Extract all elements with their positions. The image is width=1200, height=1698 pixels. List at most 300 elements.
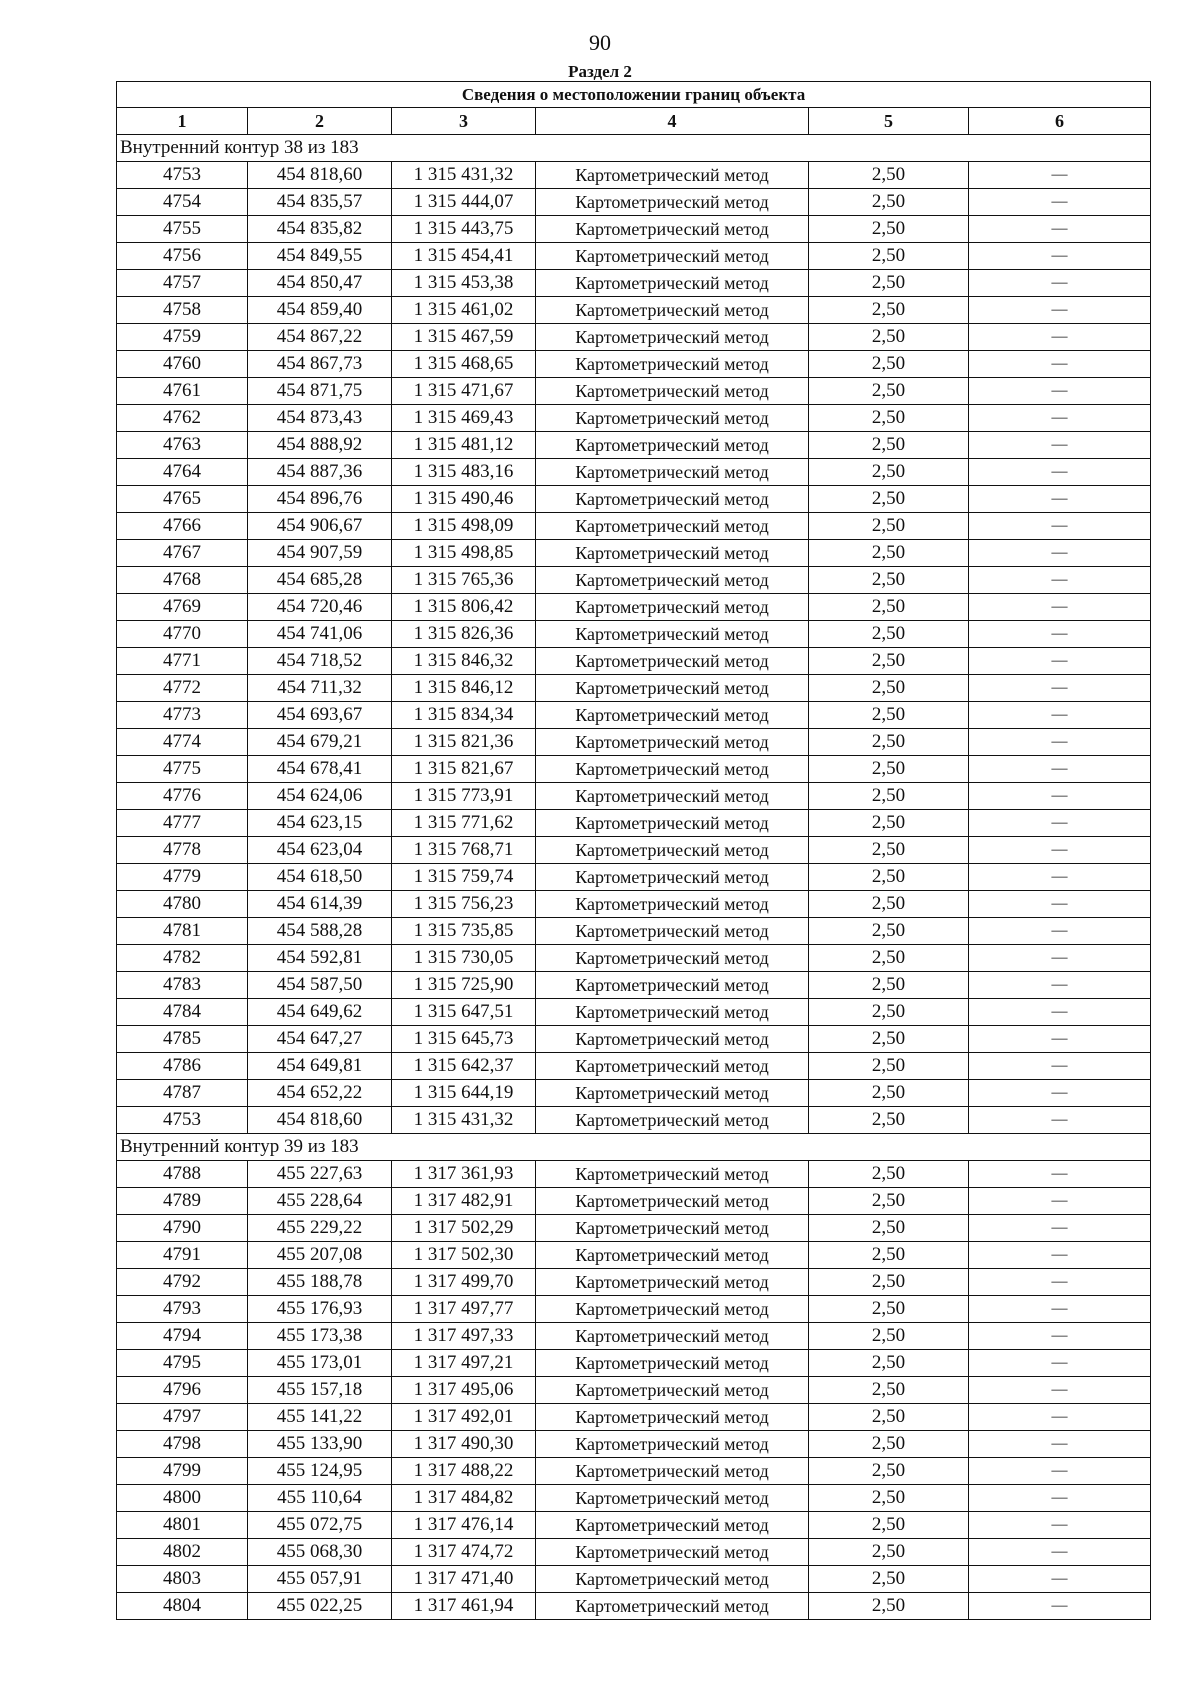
- coord-y-cell: 1 317 502,29: [392, 1215, 536, 1242]
- precision-cell: 2,50: [809, 1080, 969, 1107]
- point-number-cell: 4767: [117, 540, 248, 567]
- table-row: [117, 810, 1151, 837]
- precision-cell: 2,50: [809, 1485, 969, 1512]
- coord-x-cell: 454 592,81: [248, 945, 392, 972]
- method-cell: Картометрический метод: [536, 972, 809, 999]
- method-cell: Картометрический метод: [536, 405, 809, 432]
- table-row: [117, 243, 1151, 270]
- coord-y-cell: 1 315 461,02: [392, 297, 536, 324]
- precision-cell: 2,50: [809, 1539, 969, 1566]
- contour-label: Внутренний контур 38 из 183: [117, 135, 1151, 162]
- coord-x-cell: 455 173,38: [248, 1323, 392, 1350]
- table-row: [117, 1215, 1151, 1242]
- precision-cell: 2,50: [809, 1107, 969, 1134]
- description-cell: —: [969, 1593, 1151, 1620]
- description-cell: —: [969, 1458, 1151, 1485]
- method-cell: Картометрический метод: [536, 1566, 809, 1593]
- coord-y-cell: 1 315 846,12: [392, 675, 536, 702]
- table-row: [117, 351, 1151, 378]
- method-cell: Картометрический метод: [536, 1323, 809, 1350]
- coord-x-cell: 454 718,52: [248, 648, 392, 675]
- coord-y-cell: 1 315 773,91: [392, 783, 536, 810]
- description-cell: —: [969, 1512, 1151, 1539]
- precision-cell: 2,50: [809, 216, 969, 243]
- description-cell: —: [969, 1404, 1151, 1431]
- table-row: [117, 756, 1151, 783]
- point-number-cell: 4778: [117, 837, 248, 864]
- table-row: [117, 1566, 1151, 1593]
- coord-y-cell: 1 315 481,12: [392, 432, 536, 459]
- coord-x-cell: 454 624,06: [248, 783, 392, 810]
- point-number-cell: 4776: [117, 783, 248, 810]
- precision-cell: 2,50: [809, 162, 969, 189]
- coord-y-cell: 1 317 482,91: [392, 1188, 536, 1215]
- contour-header-row: [117, 1134, 1151, 1161]
- table-row: [117, 513, 1151, 540]
- table-row: [117, 1107, 1151, 1134]
- point-number-cell: 4759: [117, 324, 248, 351]
- point-number-cell: 4777: [117, 810, 248, 837]
- precision-cell: 2,50: [809, 567, 969, 594]
- coord-x-cell: 454 896,76: [248, 486, 392, 513]
- precision-cell: 2,50: [809, 486, 969, 513]
- precision-cell: 2,50: [809, 1296, 969, 1323]
- table-row: [117, 783, 1151, 810]
- description-cell: —: [969, 864, 1151, 891]
- table-row: [117, 918, 1151, 945]
- description-cell: —: [969, 405, 1151, 432]
- precision-cell: 2,50: [809, 189, 969, 216]
- coord-y-cell: 1 315 756,23: [392, 891, 536, 918]
- coord-x-cell: 454 623,04: [248, 837, 392, 864]
- description-cell: —: [969, 513, 1151, 540]
- coord-y-cell: 1 317 497,77: [392, 1296, 536, 1323]
- description-cell: —: [969, 162, 1151, 189]
- method-cell: Картометрический метод: [536, 918, 809, 945]
- method-cell: Картометрический метод: [536, 1269, 809, 1296]
- precision-cell: 2,50: [809, 1593, 969, 1620]
- method-cell: Картометрический метод: [536, 702, 809, 729]
- precision-cell: 2,50: [809, 1269, 969, 1296]
- coord-x-cell: 455 110,64: [248, 1485, 392, 1512]
- coord-y-cell: 1 315 725,90: [392, 972, 536, 999]
- coord-y-cell: 1 317 497,21: [392, 1350, 536, 1377]
- point-number-cell: 4766: [117, 513, 248, 540]
- description-cell: —: [969, 216, 1151, 243]
- point-number-cell: 4797: [117, 1404, 248, 1431]
- table-row: [117, 324, 1151, 351]
- method-cell: Картометрический метод: [536, 1458, 809, 1485]
- table-row: [117, 378, 1151, 405]
- precision-cell: 2,50: [809, 459, 969, 486]
- precision-cell: 2,50: [809, 378, 969, 405]
- method-cell: Картометрический метод: [536, 864, 809, 891]
- description-cell: —: [969, 351, 1151, 378]
- method-cell: Картометрический метод: [536, 243, 809, 270]
- point-number-cell: 4790: [117, 1215, 248, 1242]
- point-number-cell: 4796: [117, 1377, 248, 1404]
- point-number-cell: 4772: [117, 675, 248, 702]
- table-row: [117, 945, 1151, 972]
- table-row: [117, 1350, 1151, 1377]
- precision-cell: 2,50: [809, 270, 969, 297]
- description-cell: —: [969, 1107, 1151, 1134]
- point-number-cell: 4754: [117, 189, 248, 216]
- method-cell: Картометрический метод: [536, 567, 809, 594]
- coord-y-cell: 1 315 467,59: [392, 324, 536, 351]
- method-cell: Картометрический метод: [536, 675, 809, 702]
- description-cell: —: [969, 378, 1151, 405]
- precision-cell: 2,50: [809, 729, 969, 756]
- point-number-cell: 4803: [117, 1566, 248, 1593]
- table-row: [117, 162, 1151, 189]
- table-row: [117, 1377, 1151, 1404]
- point-number-cell: 4783: [117, 972, 248, 999]
- table-row: [117, 864, 1151, 891]
- table-row: [117, 621, 1151, 648]
- precision-cell: 2,50: [809, 810, 969, 837]
- precision-cell: 2,50: [809, 972, 969, 999]
- precision-cell: 2,50: [809, 1188, 969, 1215]
- coord-x-cell: 454 618,50: [248, 864, 392, 891]
- description-cell: —: [969, 972, 1151, 999]
- table-row: [117, 1161, 1151, 1188]
- point-number-cell: 4794: [117, 1323, 248, 1350]
- precision-cell: 2,50: [809, 864, 969, 891]
- point-number-cell: 4802: [117, 1539, 248, 1566]
- precision-cell: 2,50: [809, 999, 969, 1026]
- precision-cell: 2,50: [809, 945, 969, 972]
- contour-label: Внутренний контур 39 из 183: [117, 1134, 1151, 1161]
- coord-x-cell: 454 720,46: [248, 594, 392, 621]
- precision-cell: 2,50: [809, 1323, 969, 1350]
- description-cell: —: [969, 810, 1151, 837]
- point-number-cell: 4771: [117, 648, 248, 675]
- coord-y-cell: 1 315 846,32: [392, 648, 536, 675]
- coord-y-cell: 1 317 484,82: [392, 1485, 536, 1512]
- column-header-1: 1: [117, 108, 248, 135]
- method-cell: Картометрический метод: [536, 945, 809, 972]
- table-row: [117, 270, 1151, 297]
- table-row: [117, 1512, 1151, 1539]
- point-number-cell: 4800: [117, 1485, 248, 1512]
- point-number-cell: 4793: [117, 1296, 248, 1323]
- description-cell: —: [969, 702, 1151, 729]
- coord-x-cell: 454 652,22: [248, 1080, 392, 1107]
- coord-y-cell: 1 315 768,71: [392, 837, 536, 864]
- coord-y-cell: 1 315 730,05: [392, 945, 536, 972]
- table-row: [117, 1242, 1151, 1269]
- coord-y-cell: 1 315 453,38: [392, 270, 536, 297]
- method-cell: Картометрический метод: [536, 810, 809, 837]
- method-cell: Картометрический метод: [536, 1539, 809, 1566]
- method-cell: Картометрический метод: [536, 513, 809, 540]
- table-row: [117, 1431, 1151, 1458]
- table-row: [117, 216, 1151, 243]
- description-cell: —: [969, 486, 1151, 513]
- point-number-cell: 4799: [117, 1458, 248, 1485]
- point-number-cell: 4801: [117, 1512, 248, 1539]
- point-number-cell: 4804: [117, 1593, 248, 1620]
- precision-cell: 2,50: [809, 513, 969, 540]
- description-cell: —: [969, 1566, 1151, 1593]
- coord-x-cell: 454 711,32: [248, 675, 392, 702]
- point-number-cell: 4789: [117, 1188, 248, 1215]
- method-cell: Картометрический метод: [536, 1296, 809, 1323]
- point-number-cell: 4795: [117, 1350, 248, 1377]
- column-header-6: 6: [969, 108, 1151, 135]
- column-header-3: 3: [392, 108, 536, 135]
- coord-y-cell: 1 317 490,30: [392, 1431, 536, 1458]
- coord-y-cell: 1 317 495,06: [392, 1377, 536, 1404]
- description-cell: —: [969, 1242, 1151, 1269]
- precision-cell: 2,50: [809, 918, 969, 945]
- coord-x-cell: 454 850,47: [248, 270, 392, 297]
- table-title: Сведения о местоположении границ объекта: [117, 82, 1151, 108]
- method-cell: Картометрический метод: [536, 459, 809, 486]
- coord-x-cell: 454 888,92: [248, 432, 392, 459]
- coord-x-cell: 454 587,50: [248, 972, 392, 999]
- precision-cell: 2,50: [809, 297, 969, 324]
- precision-cell: 2,50: [809, 756, 969, 783]
- coord-y-cell: 1 315 826,36: [392, 621, 536, 648]
- coord-x-cell: 455 133,90: [248, 1431, 392, 1458]
- table-row: [117, 594, 1151, 621]
- column-header-2: 2: [248, 108, 392, 135]
- page-number: 90: [589, 30, 611, 55]
- boundary-coordinates-table: [116, 81, 1151, 1620]
- table-row: [117, 702, 1151, 729]
- method-cell: Картометрический метод: [536, 540, 809, 567]
- table-row: [117, 675, 1151, 702]
- coord-y-cell: 1 317 488,22: [392, 1458, 536, 1485]
- table-row: [117, 1323, 1151, 1350]
- precision-cell: 2,50: [809, 1026, 969, 1053]
- method-cell: Картометрический метод: [536, 1026, 809, 1053]
- precision-cell: 2,50: [809, 1431, 969, 1458]
- description-cell: —: [969, 243, 1151, 270]
- precision-cell: 2,50: [809, 1350, 969, 1377]
- description-cell: —: [969, 459, 1151, 486]
- method-cell: Картометрический метод: [536, 621, 809, 648]
- description-cell: —: [969, 432, 1151, 459]
- coord-y-cell: 1 317 461,94: [392, 1593, 536, 1620]
- coord-y-cell: 1 317 476,14: [392, 1512, 536, 1539]
- coord-x-cell: 454 859,40: [248, 297, 392, 324]
- coord-y-cell: 1 315 483,16: [392, 459, 536, 486]
- point-number-cell: 4758: [117, 297, 248, 324]
- coord-x-cell: 454 871,75: [248, 378, 392, 405]
- method-cell: Картометрический метод: [536, 1053, 809, 1080]
- method-cell: Картометрический метод: [536, 1161, 809, 1188]
- coord-x-cell: 454 741,06: [248, 621, 392, 648]
- table-row: [117, 1404, 1151, 1431]
- precision-cell: 2,50: [809, 837, 969, 864]
- coord-x-cell: 454 907,59: [248, 540, 392, 567]
- table-row: [117, 432, 1151, 459]
- precision-cell: 2,50: [809, 1404, 969, 1431]
- coord-y-cell: 1 315 821,36: [392, 729, 536, 756]
- coord-x-cell: 455 141,22: [248, 1404, 392, 1431]
- description-cell: —: [969, 1188, 1151, 1215]
- coord-y-cell: 1 315 471,67: [392, 378, 536, 405]
- description-cell: —: [969, 756, 1151, 783]
- description-cell: —: [969, 1323, 1151, 1350]
- coord-x-cell: 455 057,91: [248, 1566, 392, 1593]
- method-cell: Картометрический метод: [536, 1485, 809, 1512]
- description-cell: —: [969, 729, 1151, 756]
- table-row: [117, 648, 1151, 675]
- description-cell: —: [969, 270, 1151, 297]
- method-cell: Картометрический метод: [536, 1404, 809, 1431]
- point-number-cell: 4762: [117, 405, 248, 432]
- table-row: [117, 486, 1151, 513]
- description-cell: —: [969, 945, 1151, 972]
- coord-x-cell: 454 818,60: [248, 1107, 392, 1134]
- method-cell: Картометрический метод: [536, 729, 809, 756]
- description-cell: —: [969, 1161, 1151, 1188]
- precision-cell: 2,50: [809, 621, 969, 648]
- coord-x-cell: 455 207,08: [248, 1242, 392, 1269]
- coord-y-cell: 1 315 443,75: [392, 216, 536, 243]
- point-number-cell: 4788: [117, 1161, 248, 1188]
- table-row: [117, 1026, 1151, 1053]
- coord-y-cell: 1 317 497,33: [392, 1323, 536, 1350]
- description-cell: —: [969, 648, 1151, 675]
- precision-cell: 2,50: [809, 648, 969, 675]
- table-row: [117, 540, 1151, 567]
- method-cell: Картометрический метод: [536, 162, 809, 189]
- coord-x-cell: 454 835,57: [248, 189, 392, 216]
- method-cell: Картометрический метод: [536, 1080, 809, 1107]
- coord-x-cell: 454 588,28: [248, 918, 392, 945]
- point-number-cell: 4779: [117, 864, 248, 891]
- coord-y-cell: 1 315 498,85: [392, 540, 536, 567]
- coord-x-cell: 454 679,21: [248, 729, 392, 756]
- coord-y-cell: 1 315 444,07: [392, 189, 536, 216]
- point-number-cell: 4770: [117, 621, 248, 648]
- description-cell: —: [969, 540, 1151, 567]
- precision-cell: 2,50: [809, 675, 969, 702]
- table-row: [117, 1593, 1151, 1620]
- precision-cell: 2,50: [809, 891, 969, 918]
- description-cell: —: [969, 1080, 1151, 1107]
- method-cell: Картометрический метод: [536, 1107, 809, 1134]
- description-cell: —: [969, 1485, 1151, 1512]
- table-row: [117, 1296, 1151, 1323]
- method-cell: Картометрический метод: [536, 1242, 809, 1269]
- method-cell: Картометрический метод: [536, 783, 809, 810]
- table-body: [117, 135, 1151, 1620]
- coord-y-cell: 1 315 490,46: [392, 486, 536, 513]
- description-cell: —: [969, 783, 1151, 810]
- description-cell: —: [969, 999, 1151, 1026]
- coord-x-cell: 454 649,81: [248, 1053, 392, 1080]
- method-cell: Картометрический метод: [536, 891, 809, 918]
- method-cell: Картометрический метод: [536, 1377, 809, 1404]
- precision-cell: 2,50: [809, 783, 969, 810]
- point-number-cell: 4780: [117, 891, 248, 918]
- description-cell: —: [969, 594, 1151, 621]
- table-row: [117, 1080, 1151, 1107]
- point-number-cell: 4765: [117, 486, 248, 513]
- coord-x-cell: 455 157,18: [248, 1377, 392, 1404]
- method-cell: Картометрический метод: [536, 1188, 809, 1215]
- description-cell: —: [969, 918, 1151, 945]
- table-row: [117, 459, 1151, 486]
- method-cell: Картометрический метод: [536, 1593, 809, 1620]
- point-number-cell: 4756: [117, 243, 248, 270]
- coord-y-cell: 1 315 468,65: [392, 351, 536, 378]
- method-cell: Картометрический метод: [536, 1350, 809, 1377]
- table-row: [117, 1188, 1151, 1215]
- description-cell: —: [969, 1269, 1151, 1296]
- coord-x-cell: 455 068,30: [248, 1539, 392, 1566]
- point-number-cell: 4773: [117, 702, 248, 729]
- point-number-cell: 4786: [117, 1053, 248, 1080]
- table-row: [117, 891, 1151, 918]
- coord-y-cell: 1 317 361,93: [392, 1161, 536, 1188]
- coord-x-cell: 455 228,64: [248, 1188, 392, 1215]
- coord-y-cell: 1 317 471,40: [392, 1566, 536, 1593]
- point-number-cell: 4755: [117, 216, 248, 243]
- table-row: [117, 405, 1151, 432]
- coord-y-cell: 1 315 431,32: [392, 1107, 536, 1134]
- coord-x-cell: 454 835,82: [248, 216, 392, 243]
- description-cell: —: [969, 189, 1151, 216]
- point-number-cell: 4768: [117, 567, 248, 594]
- coord-x-cell: 454 906,67: [248, 513, 392, 540]
- coord-y-cell: 1 315 834,34: [392, 702, 536, 729]
- description-cell: —: [969, 891, 1151, 918]
- precision-cell: 2,50: [809, 1161, 969, 1188]
- point-number-cell: 4761: [117, 378, 248, 405]
- precision-cell: 2,50: [809, 324, 969, 351]
- table-row: [117, 1269, 1151, 1296]
- point-number-cell: 4792: [117, 1269, 248, 1296]
- point-number-cell: 4775: [117, 756, 248, 783]
- coord-y-cell: 1 315 647,51: [392, 999, 536, 1026]
- coord-y-cell: 1 315 645,73: [392, 1026, 536, 1053]
- coord-y-cell: 1 317 474,72: [392, 1539, 536, 1566]
- coord-x-cell: 454 867,73: [248, 351, 392, 378]
- table-row: [117, 189, 1151, 216]
- method-cell: Картометрический метод: [536, 351, 809, 378]
- column-header-row: [117, 108, 1151, 135]
- description-cell: —: [969, 1431, 1151, 1458]
- table-row: [117, 1485, 1151, 1512]
- section-title: Раздел 2: [568, 62, 632, 81]
- table-row: [117, 729, 1151, 756]
- point-number-cell: 4791: [117, 1242, 248, 1269]
- precision-cell: 2,50: [809, 1512, 969, 1539]
- point-number-cell: 4764: [117, 459, 248, 486]
- coord-y-cell: 1 315 469,43: [392, 405, 536, 432]
- precision-cell: 2,50: [809, 1566, 969, 1593]
- coord-x-cell: 454 887,36: [248, 459, 392, 486]
- precision-cell: 2,50: [809, 1215, 969, 1242]
- coord-y-cell: 1 315 821,67: [392, 756, 536, 783]
- precision-cell: 2,50: [809, 594, 969, 621]
- point-number-cell: 4798: [117, 1431, 248, 1458]
- coord-y-cell: 1 317 502,30: [392, 1242, 536, 1269]
- table-row: [117, 1053, 1151, 1080]
- contour-header-row: [117, 135, 1151, 162]
- description-cell: —: [969, 1215, 1151, 1242]
- precision-cell: 2,50: [809, 540, 969, 567]
- precision-cell: 2,50: [809, 1242, 969, 1269]
- coord-x-cell: 454 614,39: [248, 891, 392, 918]
